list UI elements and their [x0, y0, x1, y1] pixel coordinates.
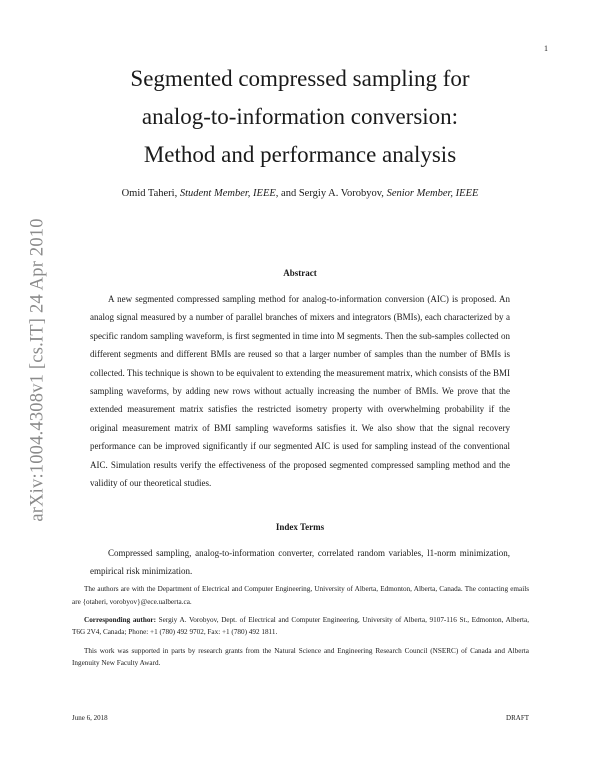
index-terms-text: Compressed sampling, analog-to-information converter, correlated random variables, l1-norm minimization, empirical risk minimization.	[90, 548, 510, 577]
footnote-affiliation: The authors are with the Department of Electrical and Computer Engineering, University of Alberta, Edmonton, Alberta, Canada. The contacting emails are {otaheri, vorobyov}@ece.ualberta.ca.	[72, 585, 529, 606]
title-line-1: Segmented compressed sampling for	[130, 66, 470, 91]
corresponding-author-label: Corresponding author:	[84, 615, 156, 624]
corresponding-author-text: Sergiy A. Vorobyov, Dept. of Electrical and Computer Engineering, University of Alberta, 9107-116 St., Edmonton, Alberta, T6G 2V4, Canada; Phone: +1 (780) 492 9702, Fax: +1 (780) 492 1811.	[72, 615, 530, 637]
footer-draft-label: DRAFT	[506, 714, 529, 722]
footnote-funding: This work was supported in parts by research grants from the Natural Science and Engineering Research Council (NSERC) of Canada and Alberta Ingenuity New Faculty Award.	[72, 646, 529, 668]
title-line-3: Method and performance analysis	[143, 142, 457, 167]
author-1-role: Student Member, IEEE,	[179, 188, 279, 199]
author-1-name: Omid Taheri,	[121, 188, 178, 199]
footer-date: June 6, 2018	[72, 714, 108, 722]
abstract-text: A new segmented compressed sampling method for analog-to-information conversion (AIC) is proposed. An analog signal measured by a number of parallel branches of mixers and integrators (BMIs), each characterized by a specific random sampling waveform, is first segmented in time into M segments. Then the sub-samples collected on different segments and different BMIs are reused so that a larger number of samples than the number of BMIs is collected. This technique is shown to be equivalent to extending the measurement matrix, which consists of the BMI sampling waveforms, by adding new rows without actually increasing the number of BMIs. We prove that the extended measurement matrix satisfies the restricted isometry property with overwhelming probability if the original measurement matrix of BMI sampling waveforms satisfies it. We also show that the signal recovery performance can be improved significantly if our segmented AIC is used for sampling instead of the conventional AIC. Simulation results verify the effectiveness of the proposed segmented compressed sampling method and the validity of our theoretical studies.	[90, 294, 510, 489]
page-number: 1	[544, 44, 548, 53]
author-2-role: Senior Member, IEEE	[386, 188, 479, 199]
author-line	[0, 188, 600, 199]
author-conjunction: and	[281, 188, 297, 199]
abstract-heading: Abstract	[283, 268, 317, 278]
paper-title	[0, 60, 600, 174]
title-line-2: analog-to-information conversion:	[141, 104, 459, 129]
author-2-name: Sergiy A. Vorobyov,	[298, 188, 384, 199]
footnotes	[72, 583, 529, 675]
arxiv-identifier-stamp: arXiv:1004.4308v1 [cs.IT] 24 Apr 2010	[27, 218, 48, 522]
index-terms-heading: Index Terms	[275, 522, 325, 532]
footnote-corresponding	[72, 614, 529, 639]
